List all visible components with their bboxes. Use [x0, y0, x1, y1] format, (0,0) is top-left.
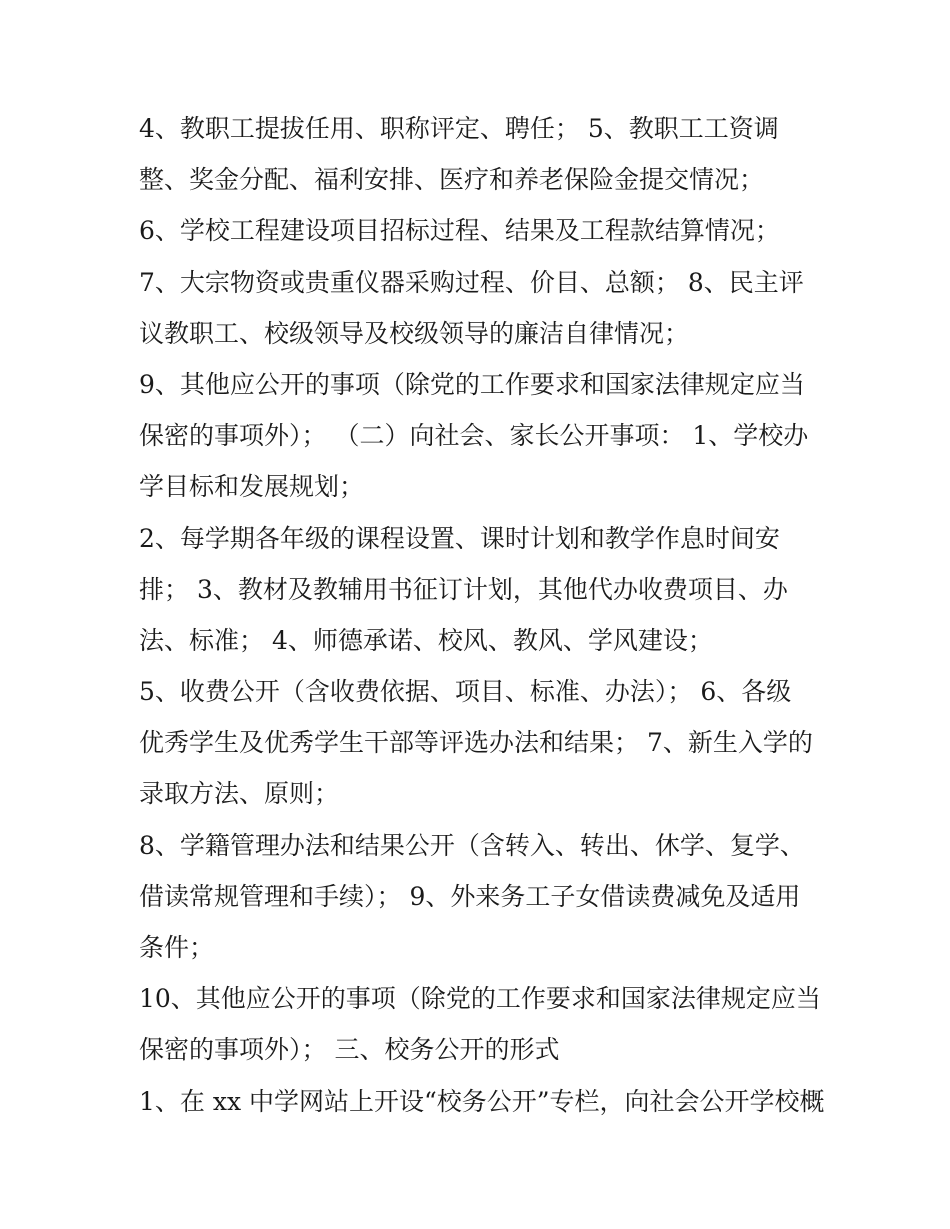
text-line: 保密的事项外）； 三、校务公开的形式	[139, 1035, 560, 1065]
text-line: 录取方法、原则；	[139, 779, 340, 809]
text-line: 6、学校工程建设项目招标过程、结果及工程款结算情况；	[139, 216, 780, 246]
text-line: 5、收费公开（含收费依据、项目、标准、办法）； 6、各级	[139, 677, 792, 707]
text-line: 8、学籍管理办法和结果公开（含转入、转出、休学、复学、	[139, 830, 805, 860]
text-line: 保密的事项外）； （二）向社会、家长公开事项： 1、学校办	[139, 421, 809, 451]
text-line: 10、其他应公开的事项（除党的工作要求和国家法律规定应当	[139, 984, 821, 1014]
text-line: 1、在 xx 中学网站上开设“校务公开”专栏，向社会公开学校概	[139, 1086, 825, 1116]
document-body	[139, 103, 825, 1127]
text-line: 借读常规管理和手续）； 9、外来务工子女借读费减免及适用	[139, 881, 801, 911]
text-line: 学目标和发展规划；	[139, 472, 365, 502]
text-line: 7、大宗物资或贵重仪器采购过程、价目、总额； 8、民主评	[139, 267, 804, 297]
text-line: 排； 3、教材及教辅用书征订计划，其他代办收费项目、办	[139, 574, 788, 604]
text-line: 9、其他应公开的事项（除党的工作要求和国家法律规定应当	[139, 369, 805, 399]
text-line: 条件；	[139, 933, 215, 962]
text-line: 法、标准； 4、师德承诺、校风、教风、学风建设；	[139, 625, 713, 655]
text-line: 整、奖金分配、福利安排、医疗和养老保险金提交情况；	[139, 165, 765, 195]
text-line: 优秀学生及优秀学生干部等评选办法和结果； 7、新生入学的	[139, 728, 813, 758]
text-line: 4、教职工提拔任用、职称评定、聘任； 5、教职工工资调	[139, 114, 779, 143]
text-line: 2、每学期各年级的课程设置、课时计划和教学作息时间安	[139, 523, 780, 553]
text-line: 议教职工、校级领导及校级领导的廉洁自律情况；	[139, 318, 690, 348]
